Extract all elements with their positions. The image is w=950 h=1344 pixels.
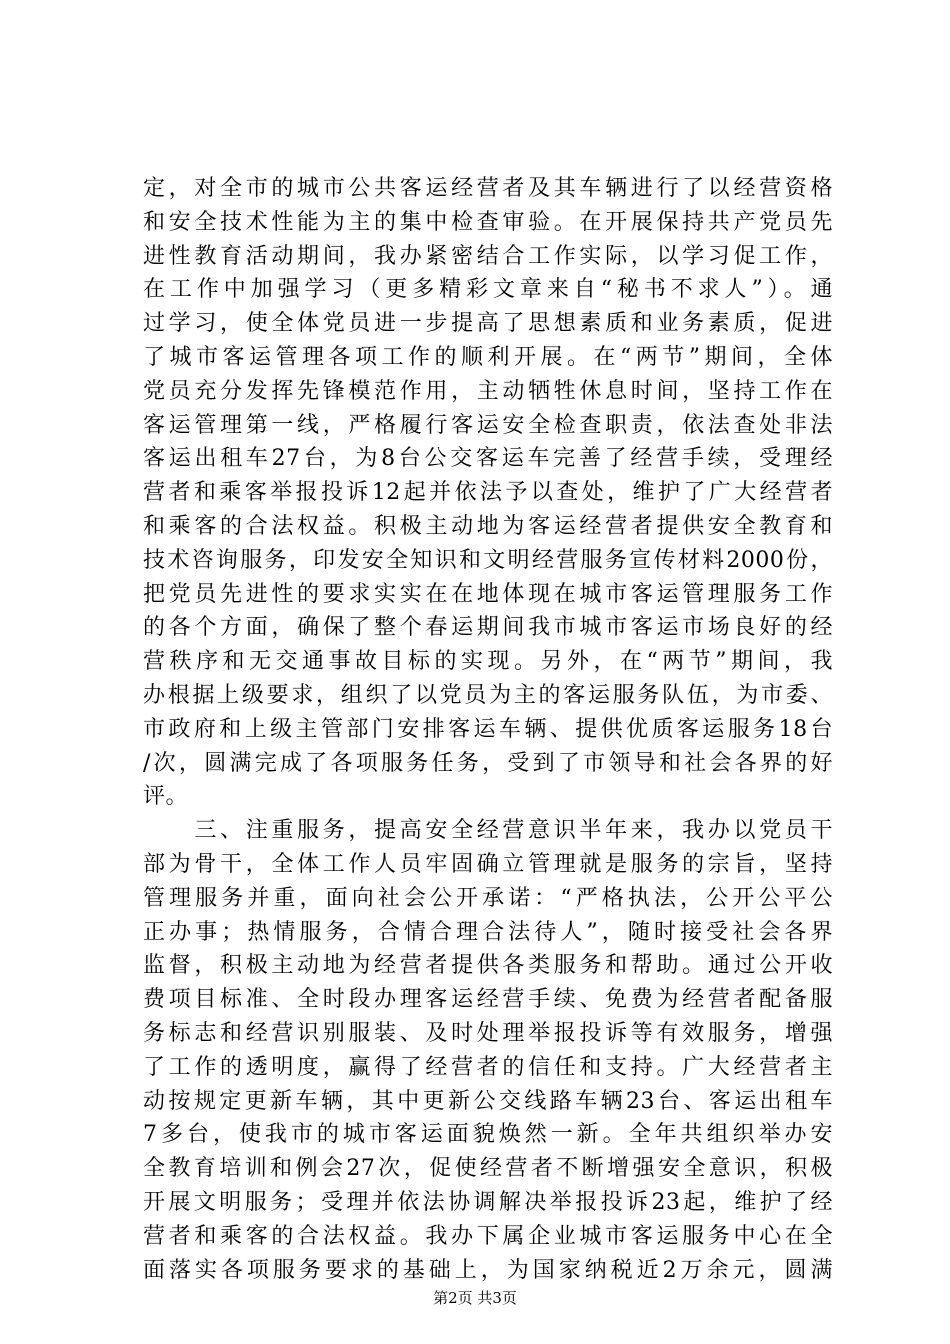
- text-line: 监督，积极主动地为经营者提供各类服务和帮助。通过公开收: [143, 953, 833, 979]
- text-line: 客运出租车27台，为8台公交客运车完善了经营手续，受理经: [143, 446, 833, 472]
- text-line: 管理服务并重，面向社会公开承诺：“严格执法，公开公平公: [143, 885, 833, 911]
- text-line: 定，对全市的城市公共客运经营者及其车辆进行了以经营资格: [143, 176, 833, 201]
- text-line: 三、注重服务，提高安全经营意识半年来，我办以党员干: [143, 818, 833, 844]
- text-line: 和乘客的合法权益。积极主动地为客运经营者提供安全教育和: [143, 513, 833, 539]
- text-line: 在工作中加强学习（更多精彩文章来自“秘书不求人”）。通: [143, 277, 833, 303]
- text-line: 营秩序和无交通事故目标的实现。另外，在“两节”期间，我: [143, 649, 833, 675]
- text-line: 正办事；热情服务，合情合理合法待人”，随时接受社会各界: [143, 919, 833, 945]
- text-line: 务标志和经营识别服装、及时处理举报投诉等有效服务，增强: [143, 1020, 833, 1046]
- body-text: [143, 172, 833, 1287]
- text-line: 评。: [143, 784, 189, 810]
- text-line: 动按规定更新车辆，其中更新公交线路车辆23台、客运出租车: [143, 1088, 833, 1114]
- text-line: 和安全技术性能为主的集中检查审验。在开展保持共产党员先: [143, 209, 833, 235]
- text-line: 营者和乘客的合法权益。我办下属企业城市客运服务中心在全: [143, 1223, 833, 1249]
- text-line: 了城市客运管理各项工作的顺利开展。在“两节”期间，全体: [143, 344, 833, 370]
- text-line: 7多台，使我市的城市客运面貌焕然一新。全年共组织举办安: [143, 1122, 833, 1148]
- text-line: 过学习，使全体党员进一步提高了思想素质和业务素质，促进: [143, 311, 833, 337]
- text-line: 面落实各项服务要求的基础上，为国家纳税近2万余元，圆满: [143, 1257, 833, 1283]
- text-line: 党员充分发挥先锋模范作用，主动牺牲休息时间，坚持工作在: [143, 378, 833, 404]
- text-line: 技术咨询服务，印发安全知识和文明经营服务宣传材料2000份，: [143, 547, 833, 573]
- text-line: 费项目标准、全时段办理客运经营手续、免费为经营者配备服: [143, 987, 833, 1013]
- text-line: 进性教育活动期间，我办紧密结合工作实际，以学习促工作，: [143, 243, 833, 269]
- text-line: 了工作的透明度，赢得了经营者的信任和支持。广大经营者主: [143, 1054, 833, 1080]
- text-line: 开展文明服务；受理并依法协调解决举报投诉23起，维护了经: [143, 1189, 833, 1215]
- text-line: 办根据上级要求，组织了以党员为主的客运服务队伍，为市委、: [143, 682, 833, 708]
- text-line: 市政府和上级主管部门安排客运车辆、提供优质客运服务18台: [143, 716, 833, 742]
- text-line: 部为骨干，全体工作人员牢固确立管理就是服务的宗旨，坚持: [143, 851, 833, 877]
- text-line: 的各个方面，确保了整个春运期间我市城市客运市场良好的经: [143, 615, 833, 641]
- text-line: 营者和乘客举报投诉12起并依法予以查处，维护了广大经营者: [143, 480, 833, 506]
- text-line: 把党员先进性的要求实实在在地体现在城市客运管理服务工作: [143, 581, 833, 607]
- page-footer: 第2页 共3页: [433, 1289, 517, 1307]
- text-line: /次，圆满完成了各项服务任务，受到了市领导和社会各界的好: [143, 750, 833, 776]
- text-line: 全教育培训和例会27次，促使经营者不断增强安全意识，积极: [143, 1156, 833, 1182]
- text-line: 客运管理第一线，严格履行客运安全检查职责，依法查处非法: [143, 412, 833, 438]
